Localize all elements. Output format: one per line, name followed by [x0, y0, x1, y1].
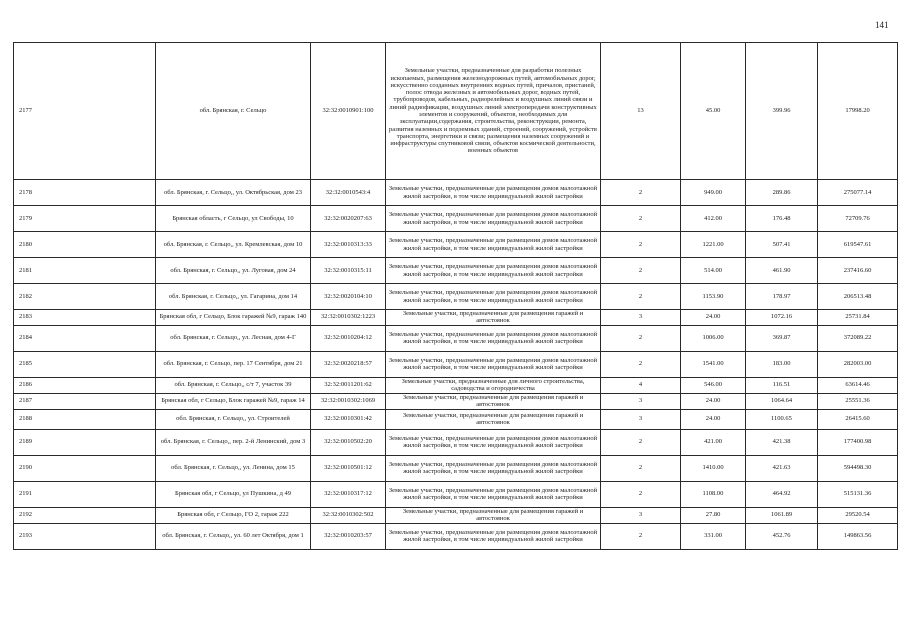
cadastral-value-cell: 29520.54 — [818, 507, 898, 523]
address-cell: обл. Брянская, г. Сельцо,, ул. 60 лет Октября, дом 1 — [156, 523, 311, 549]
area-cell: 45.00 — [681, 43, 746, 180]
table-row — [14, 393, 898, 409]
group-number-cell: 2 — [601, 455, 681, 481]
group-number-cell: 3 — [601, 393, 681, 409]
address-cell: обл. Брянская, г. Сельцо,, ул. Октябрьская, дом 23 — [156, 180, 311, 206]
area-cell: 1108.00 — [681, 481, 746, 507]
cadastral-value-cell: 619547.61 — [818, 232, 898, 258]
table-row — [14, 258, 898, 284]
table-row — [14, 351, 898, 377]
cadastral-number-cell: 32:32:0010301:42 — [311, 409, 386, 429]
cadastral-number-cell: 32:32:0010204:12 — [311, 325, 386, 351]
group-number-cell: 3 — [601, 409, 681, 429]
land-purpose-cell: Земельные участки, предназначенные для размещения гаражей и автостоянок — [386, 393, 601, 409]
address-cell: Брянская обл, г Сельцо, Блок гаражей №9, гараж 140 — [156, 310, 311, 326]
row-number: 2180 — [14, 232, 156, 258]
land-purpose-cell: Земельные участки, предназначенные для размещения домов малоэтажной жилой застройки, в том числе индивидуальной жилой застройки — [386, 284, 601, 310]
cadastral-number-cell: 32:32:0010313:33 — [311, 232, 386, 258]
group-number-cell: 4 — [601, 377, 681, 393]
land-purpose-cell: Земельные участки, предназначенные для размещения домов малоэтажной жилой застройки, в том числе индивидуальной жилой застройки — [386, 351, 601, 377]
address-cell: обл. Брянская, г. Сельцо — [156, 43, 311, 180]
land-purpose-cell: Земельные участки, предназначенные для размещения гаражей и автостоянок — [386, 507, 601, 523]
area-cell: 24.00 — [681, 393, 746, 409]
group-number-cell: 2 — [601, 232, 681, 258]
cadastral-number-cell: 32:32:0010502:20 — [311, 429, 386, 455]
specific-value-cell: 399.96 — [746, 43, 818, 180]
specific-value-cell: 452.76 — [746, 523, 818, 549]
cadastral-value-cell: 63614.46 — [818, 377, 898, 393]
area-cell: 421.00 — [681, 429, 746, 455]
cadastral-number-cell: 32:32:0020207:63 — [311, 206, 386, 232]
cadastral-value-cell: 515131.36 — [818, 481, 898, 507]
row-number: 2186 — [14, 377, 156, 393]
cadastral-number-cell: 32:32:0020104:10 — [311, 284, 386, 310]
group-number-cell: 2 — [601, 351, 681, 377]
cadastral-value-cell: 26415.60 — [818, 409, 898, 429]
specific-value-cell: 289.86 — [746, 180, 818, 206]
row-number: 2188 — [14, 409, 156, 429]
group-number-cell: 13 — [601, 43, 681, 180]
area-cell: 1006.00 — [681, 325, 746, 351]
specific-value-cell: 183.00 — [746, 351, 818, 377]
address-cell: обл. Брянская, г. Сельцо,, с/т 7, участок 39 — [156, 377, 311, 393]
row-number: 2179 — [14, 206, 156, 232]
row-number: 2184 — [14, 325, 156, 351]
cadastral-number-cell: 32:32:0010543:4 — [311, 180, 386, 206]
specific-value-cell: 176.48 — [746, 206, 818, 232]
specific-value-cell: 464.92 — [746, 481, 818, 507]
area-cell: 1410.00 — [681, 455, 746, 481]
row-number: 2185 — [14, 351, 156, 377]
land-purpose-cell: Земельные участки, предназначенные для размещения домов малоэтажной жилой застройки, в том числе индивидуальной жилой застройки — [386, 481, 601, 507]
specific-value-cell: 116.51 — [746, 377, 818, 393]
specific-value-cell: 1061.89 — [746, 507, 818, 523]
row-number: 2183 — [14, 310, 156, 326]
group-number-cell: 2 — [601, 284, 681, 310]
cadastral-number-cell: 32:32:0010317:12 — [311, 481, 386, 507]
table-row — [14, 284, 898, 310]
table-row — [14, 377, 898, 393]
specific-value-cell: 421.63 — [746, 455, 818, 481]
address-cell: обл. Брянская, г. Сельцо,, ул. Кремлевская, дом 10 — [156, 232, 311, 258]
cadastral-value-cell: 17998.20 — [818, 43, 898, 180]
table-row — [14, 523, 898, 549]
group-number-cell: 2 — [601, 180, 681, 206]
row-number: 2181 — [14, 258, 156, 284]
row-number: 2189 — [14, 429, 156, 455]
group-number-cell: 2 — [601, 325, 681, 351]
address-cell: обл. Брянская, г. Сельцо,, пер. 2-й Ленинский, дом 3 — [156, 429, 311, 455]
cadastral-value-cell: 237416.60 — [818, 258, 898, 284]
cadastral-value-table — [13, 42, 898, 550]
specific-value-cell: 369.87 — [746, 325, 818, 351]
row-number: 2192 — [14, 507, 156, 523]
cadastral-value-cell: 275077.14 — [818, 180, 898, 206]
group-number-cell: 2 — [601, 523, 681, 549]
cadastral-number-cell: 32:32:0010501:12 — [311, 455, 386, 481]
specific-value-cell: 178.97 — [746, 284, 818, 310]
address-cell: Брянская область, г Сельцо, ул Свободы, 10 — [156, 206, 311, 232]
row-number: 2193 — [14, 523, 156, 549]
area-cell: 24.00 — [681, 409, 746, 429]
land-purpose-cell: Земельные участки, предназначенные для размещения домов малоэтажной жилой застройки, в том числе индивидуальной жилой застройки — [386, 180, 601, 206]
cadastral-number-cell: 32:32:0010203:57 — [311, 523, 386, 549]
table-row — [14, 481, 898, 507]
land-purpose-cell: Земельные участки, предназначенные для размещения домов малоэтажной жилой застройки, в том числе индивидуальной жилой застройки — [386, 429, 601, 455]
table-row — [14, 310, 898, 326]
cadastral-value-cell: 25731.84 — [818, 310, 898, 326]
land-purpose-cell: Земельные участки, предназначенные для размещения домов малоэтажной жилой застройки, в том числе индивидуальной жилой застройки — [386, 232, 601, 258]
address-cell: обл. Брянская, г. Сельцо,, ул. Лесная, дом 4-Г — [156, 325, 311, 351]
group-number-cell: 2 — [601, 481, 681, 507]
cadastral-value-cell: 206513.48 — [818, 284, 898, 310]
address-cell: обл. Брянская, г. Сельцо,, ул. Ленина, дом 15 — [156, 455, 311, 481]
group-number-cell: 2 — [601, 206, 681, 232]
area-cell: 546.00 — [681, 377, 746, 393]
area-cell: 331.00 — [681, 523, 746, 549]
area-cell: 949.00 — [681, 180, 746, 206]
specific-value-cell: 1072.16 — [746, 310, 818, 326]
area-cell: 27.80 — [681, 507, 746, 523]
cadastral-value-cell: 177400.98 — [818, 429, 898, 455]
row-number: 2187 — [14, 393, 156, 409]
area-cell: 514.00 — [681, 258, 746, 284]
group-number-cell: 3 — [601, 310, 681, 326]
cadastral-value-cell: 149863.56 — [818, 523, 898, 549]
land-purpose-cell: Земельные участки, предназначенные для размещения домов малоэтажной жилой застройки, в том числе индивидуальной жилой застройки — [386, 455, 601, 481]
table-row — [14, 455, 898, 481]
row-number: 2182 — [14, 284, 156, 310]
page-number: 141 — [875, 20, 889, 30]
specific-value-cell: 507.41 — [746, 232, 818, 258]
row-number: 2191 — [14, 481, 156, 507]
cadastral-value-cell: 594498.30 — [818, 455, 898, 481]
cadastral-value-cell: 25551.36 — [818, 393, 898, 409]
cadastral-number-cell: 32:32:0010315:11 — [311, 258, 386, 284]
table-row — [14, 409, 898, 429]
table-row — [14, 429, 898, 455]
address-cell: Брянская обл, г Сельцо, Блок гаражей №9, гараж 14 — [156, 393, 311, 409]
land-purpose-cell: Земельные участки, предназначенные для размещения гаражей и автостоянок — [386, 310, 601, 326]
land-purpose-cell: Земельные участки, предназначенные для размещения домов малоэтажной жилой застройки, в том числе индивидуальной жилой застройки — [386, 523, 601, 549]
group-number-cell: 2 — [601, 258, 681, 284]
specific-value-cell: 1100.65 — [746, 409, 818, 429]
table-row — [14, 507, 898, 523]
cadastral-number-cell: 32:32:0010302:1223 — [311, 310, 386, 326]
cadastral-number-cell: 32:32:0020218:57 — [311, 351, 386, 377]
group-number-cell: 3 — [601, 507, 681, 523]
specific-value-cell: 461.90 — [746, 258, 818, 284]
area-cell: 412.00 — [681, 206, 746, 232]
land-purpose-cell: Земельные участки, предназначенные для размещения домов малоэтажной жилой застройки, в том числе индивидуальной жилой застройки — [386, 258, 601, 284]
specific-value-cell: 1064.64 — [746, 393, 818, 409]
land-purpose-cell: Земельные участки, предназначенные для личного строительства, садоводства и огородничества — [386, 377, 601, 393]
row-number: 2178 — [14, 180, 156, 206]
land-purpose-cell: Земельные участки, предназначенные для размещения домов малоэтажной жилой застройки, в том числе индивидуальной жилой застройки — [386, 206, 601, 232]
cadastral-value-cell: 282003.00 — [818, 351, 898, 377]
area-cell: 1541.00 — [681, 351, 746, 377]
row-number: 2190 — [14, 455, 156, 481]
address-cell: обл. Брянская, г. Сельцо,, ул. Гагарина, дом 14 — [156, 284, 311, 310]
area-cell: 1153.90 — [681, 284, 746, 310]
cadastral-number-cell: 32:32:0010302:502 — [311, 507, 386, 523]
table-row — [14, 325, 898, 351]
address-cell: обл. Брянская, г. Сельцо, пер. 17 Сентября, дом 21 — [156, 351, 311, 377]
group-number-cell: 2 — [601, 429, 681, 455]
table-row — [14, 232, 898, 258]
land-purpose-cell: Земельные участки, предназначенные для размещения гаражей и автостоянок — [386, 409, 601, 429]
address-cell: Брянская обл, г Сельцо, ул Пушкина, д 49 — [156, 481, 311, 507]
land-purpose-cell: Земельные участки, предназначенные для размещения домов малоэтажной жилой застройки, в том числе индивидуальной жилой застройки — [386, 325, 601, 351]
address-cell: Брянская обл, г Сельцо, ГО 2, гараж 222 — [156, 507, 311, 523]
address-cell: обл. Брянская, г. Сельцо,, ул. Луговая, дом 24 — [156, 258, 311, 284]
table-row — [14, 206, 898, 232]
area-cell: 24.00 — [681, 310, 746, 326]
specific-value-cell: 421.38 — [746, 429, 818, 455]
table-row — [14, 180, 898, 206]
cadastral-number-cell: 32:32:0010302:1069 — [311, 393, 386, 409]
table-row — [14, 43, 898, 180]
cadastral-value-cell: 372089.22 — [818, 325, 898, 351]
cadastral-value-cell: 72709.76 — [818, 206, 898, 232]
land-purpose-cell: Земельные участки, предназначенные для разработки полезных ископаемых, размещения железнодорожных путей, автомобильных дорог, искусственно созданных внутренних водных путей, причалов, пристаней, полос отвода железных и автомобильных дорог, водных путей, трубопроводов, кабельных, радиорелейных и воздушных линий связи и линий радиофикации, воздушных линий электропередачи конструктивных элементов и сооружений, объектов, необходимых для эксплуатации,содержания, строительства, реконструкции, ремонта, развития наземных и подземных зданий, строений, сооружений, устройств транспорта, энергетики и связи; размещения наземных сооружений и инфраструктуры спутниковой связи, объектов космической деятельности, военных объектов — [386, 43, 601, 180]
address-cell: обл. Брянская, г. Сельцо,, ул. Строителей — [156, 409, 311, 429]
cadastral-number-cell: 32:32:0010901:100 — [311, 43, 386, 180]
row-number: 2177 — [14, 43, 156, 180]
cadastral-number-cell: 32:32:0011201:62 — [311, 377, 386, 393]
area-cell: 1221.00 — [681, 232, 746, 258]
